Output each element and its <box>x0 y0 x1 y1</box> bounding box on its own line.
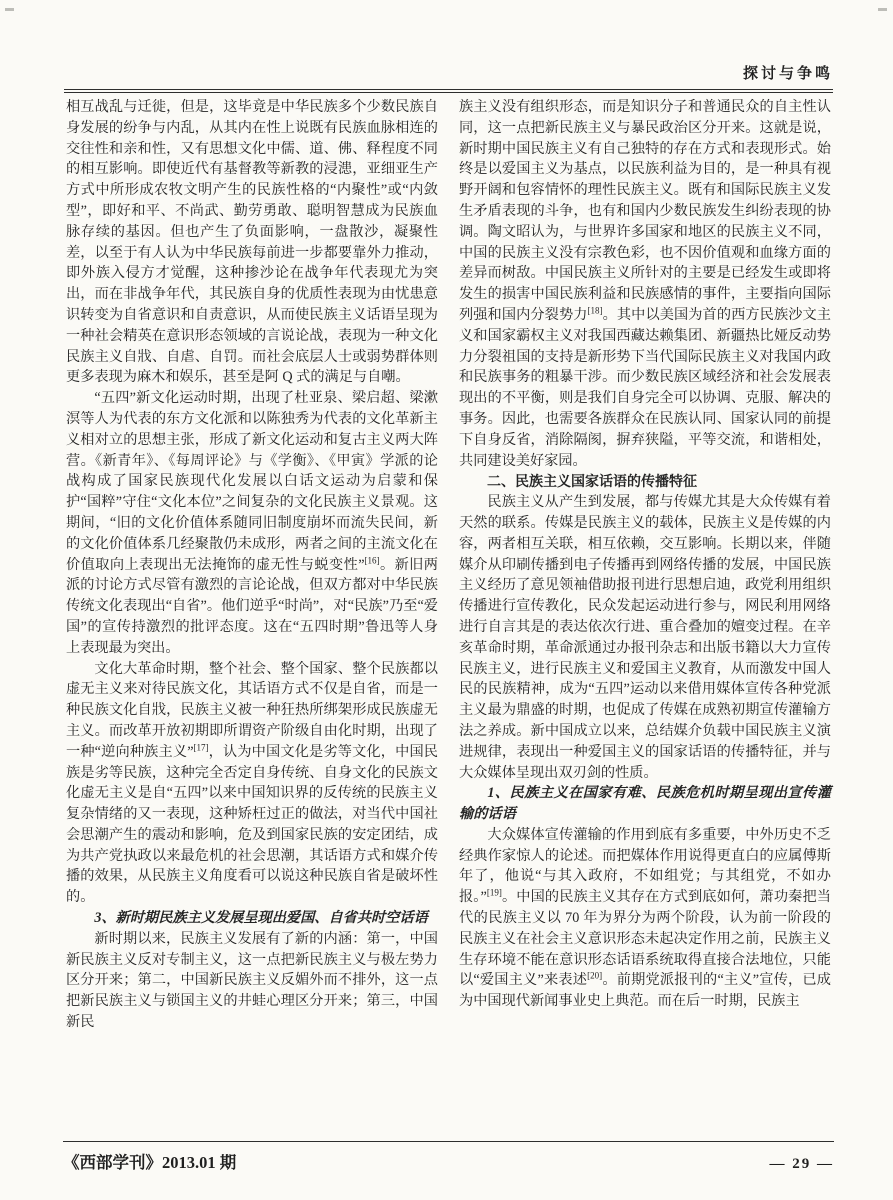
paragraph: 新时期以来，民族主义发展有了新的内涵：第一，中国新民族主义反对专制主义，这一点把新民族主义与极左势力区分开来；第二，中国新民族主义反媚外而不排外，这一点把新民族主义与锁国主义的井蛙心理区分开来；第三，中国新民 <box>66 930 438 1031</box>
journal-title: 《西部学刊》2013.01 期 <box>63 1153 237 1172</box>
left-column <box>66 97 438 1033</box>
section-subheading: 1、民族主义在国家有难、民族危机时期呈现出宣传灌输的话语 <box>459 785 831 823</box>
citation-ref: [18] <box>587 305 603 316</box>
citation-ref: [20] <box>587 970 603 981</box>
citation-ref: [16] <box>364 554 380 565</box>
paragraph: 族主义没有组织形态，而是知识分子和普通民众的自主性认同，这一点把新民族主义与暴民政治区分开来。这就是说，新时期中国民族主义有自己独特的存在方式和表现形式。始终是以爱国主义为基点，以民族利益为目的，是一种具有视野开阔和包容情怀的理性民族主义。既有和国际民族主义发生矛盾表现的斗争，也有和国内少数民族发生纠纷表现的协调。陶文昭认为，与世界许多国家和地区的民族主义不同，中国的民族主义没有宗教色彩，也不因价值观和血缘方面的差异而树敌。中国民族主义所针对的主要是已经发生或即将发生的损害中国民族利益和民族感情的事件，主要指向国际列强和国内分裂势力[18]。其中以美国为首的西方民族沙文主义和国家霸权主义对我国西藏达赖集团、新疆热比娅反动势力分裂祖国的支持是新形势下当代国际民族主义对我国内政和民族事务的粗暴干涉。而少数民族区域经济和社会发展表现出的不平衡，则是我们自身完全可以协调、克服、解决的事务。因此，也需要各族群众在民族认同、国家认同的前提下自身反省，消除隔阂，摒弃狭隘，平等交流，和谐相处，共同建设美好家园。 <box>459 99 831 469</box>
scan-crop-mark <box>878 8 887 11</box>
section-subheading: 3、新时期民族主义发展呈现出爱国、自省共时空话语 <box>94 910 428 927</box>
paragraph: 文化大革命时期，整个社会、整个国家、整个民族都以虚无主义来对待民族文化，其话语方式不仅是自省，而是一种民族文化自戕，民族主义被一种狂热所绑架形成民族虚无主义。而改革开放初期即所谓资产阶级自由化时期，出现了一种“逆向种族主义”[17]，认为中国文化是劣等文化，中国民族是劣等民族，这种完全否定自身传统、自身文化的民族文化虚无主义是自“五四”以来中国知识界的反传统的民族主义复杂情绪的又一表现，这种矫枉过正的做法，对当代中国社会思潮产生的震动和影响，危及到国家民族的安定团结，成为共产党执政以来最危机的社会思潮，其话语方式和媒介传播的效果，从民族主义角度看可以说这种民族自省是破坏性的。 <box>66 660 438 906</box>
scan-crop-mark <box>5 8 14 11</box>
section-heading: 二、民族主义国家话语的传播特征 <box>487 473 697 490</box>
citation-ref: [19] <box>486 887 502 898</box>
paragraph: “五四”新文化运动时期，出现了杜亚泉、梁启超、梁漱溟等人为代表的东方文化派和以陈独秀为代表的文化革新主义相对立的思想主张，形成了新文化运动和复古主义两大阵营。《新青年》、《每周评论》与《学衡》、《甲寅》学派的论战构成了国家民族现代化发展以白话文运动为启蒙和保护“国粹”守住“文化本位”之间复杂的文化民族主义景观。这期间，“旧的文化价值体系随同旧制度崩坏而流失民间，新的文化价值体系几经聚散仍未成形，两者之间的主流文化在价值取向上表现出无法掩饰的虚无性与蜕变性”[16]。新旧两派的讨论方式尽管有激烈的言论论战，但双方都对中华民族传统文化表现出“自省”。他们逆乎“时尚”，对“民族”乃至“爱国”的宣传持激烈的批评态度。这在“五四时期”鲁迅等人身上表现最为突出。 <box>66 390 438 656</box>
citation-ref: [17] <box>193 741 209 752</box>
paragraph: 大众媒体宣传灌输的作用到底有多重要，中外历史不乏经典作家惊人的论述。而把媒体作用说得更直白的应属傅斯年了，他说“与其入政府，不如组党；与其组党，不如办报。”[19]。中国的民族主义其存在方式到底如何，萧功秦把当代的民族主义以 70 年为界分为两个阶段，认为前一阶段的民族主义在社会主义意识形态未起决定作用之前，民族主义生存环境不能在意识形态话语系统取得直接合法地位，只能以“爱国主义”来表述[20]。前期党派报刊的“主义”宣传，已成为中国现代新闻事业史上典范。而在后一时期，民族主 <box>459 826 831 1010</box>
paragraph: 民族主义从产生到发展，都与传媒尤其是大众传媒有着天然的联系。传媒是民族主义的载体，民族主义是传媒的内容，两者相互关联，相互依赖，交互影响。长期以来，伴随媒介从印刷传播到电子传播再到网络传播的发展，中国民族主义经历了意见领袖借助报刊进行思想启迪，政党利用组织传播进行宣传教化，民众发起运动进行参与，网民利用网络进行自言其是的表达依次行进、重合叠加的嬗变过程。在辛亥革命时期，革命派通过办报刊杂志和出版书籍以大力宣传民族主义，进行民族主义和爱国主义教育，从而激发中国人民的民族精神，成为“五四”运动以来借用媒体宣传各种党派主义最为鼎盛的时期，也促成了传媒在成熟初期宣传灌输方法之养成。新中国成立以来，总结媒介负载中国民族主义演进规律，表现出一种爱国主义的国家话语的传播特征，并与大众媒体呈现出双刃剑的性质。 <box>459 494 831 781</box>
header-rule <box>64 89 833 93</box>
page-header <box>64 62 833 93</box>
page-footer <box>63 1141 834 1173</box>
page-number: — 29 — <box>769 1156 834 1172</box>
section-label: 探讨与争鸣 <box>742 65 833 82</box>
article-body <box>66 97 831 1033</box>
right-column <box>459 97 831 1033</box>
paragraph: 相互战乱与迁徙，但是，这毕竟是中华民族多个少数民族自身发展的纷争与内乱，从其内在性上说既有民族血脉相连的交往性和亲和性，又有思想文化中儒、道、佛、释程度不同的相互影响。即使近代有基督教等新教的浸漶，亚细亚生产方式中所形成农牧文明产生的民族性格的“内聚性”或“内敛型”，即好和平、不尚武、勤劳勇敢、聪明智慧成为民族血脉存续的基因。但也产生了负面影响，一盘散沙，凝聚性差，以至于有人认为中华民族每前进一步都要靠外力推动，即外族入侵方才觉醒，这种掺沙论在战争年代表现尤为突出，而在非战争年代，其民族自身的优质性表现为由忧患意识转变为自省意识和自责意识，从而使民族主义话语呈现为一种社会精英在意识形态领域的言说论战，表现为一种文化民族主义自戕、自虐、自罚。而社会底层人士或弱势群体则更多表现为麻木和娱乐，甚至是阿 Q 式的满足与自嘲。 <box>66 99 438 386</box>
